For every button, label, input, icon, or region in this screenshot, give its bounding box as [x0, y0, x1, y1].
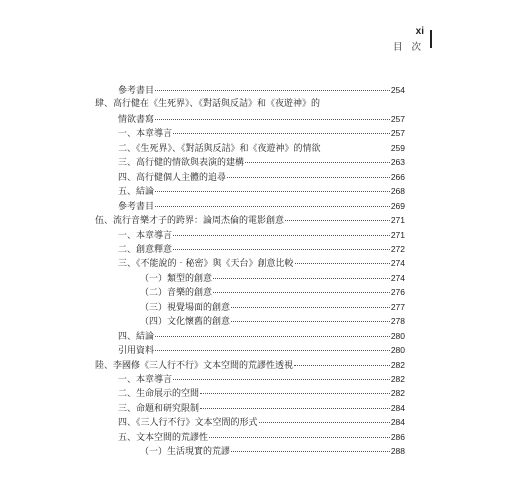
toc-entry-page: 257 [390, 113, 405, 124]
toc-entry-page: 257 [390, 128, 405, 139]
toc-leader-dots [155, 119, 390, 120]
toc-entry-title: （三）視覺場面的創意 [140, 302, 231, 313]
toc-entry-title: 三、高行健的情欲與表演的建構 [118, 158, 245, 169]
toc-entry-page: 277 [390, 301, 405, 312]
toc-entry-title: 引用資料 [118, 346, 155, 357]
toc-leader-dots [295, 263, 390, 264]
toc-leader-dots [231, 451, 390, 452]
toc-entry [118, 127, 405, 140]
toc-entry [118, 402, 405, 415]
toc-leader-dots [259, 422, 390, 423]
toc-entry-title: 四、高行健個人主體的追尋 [118, 172, 227, 183]
toc-entry-page: 284 [390, 417, 405, 428]
toc-entry-page: 272 [390, 243, 405, 254]
toc-entry [140, 272, 405, 285]
toc-entry [140, 286, 405, 299]
toc-entry-page: 271 [390, 229, 405, 240]
toc-entry [140, 315, 405, 328]
header-rule [430, 30, 432, 48]
toc-leader-dots [245, 162, 390, 163]
toc-leader-dots [155, 336, 390, 337]
toc-entry-page: 284 [390, 402, 405, 413]
toc-leader-dots [155, 206, 390, 207]
toc-entry-title: 伍、流行音樂才子的跨界：論周杰倫的電影創意 [95, 216, 285, 227]
toc-entry [118, 416, 405, 429]
toc-entry [140, 301, 405, 314]
toc-leader-dots [200, 393, 390, 394]
toc-leader-dots [213, 278, 390, 279]
toc-leader-dots [213, 292, 390, 293]
toc-entry [118, 373, 405, 386]
toc-entry [118, 257, 405, 270]
toc-entry-page: 278 [390, 316, 405, 327]
toc-leader-dots [173, 379, 390, 380]
toc-leader-dots [173, 133, 390, 134]
toc-entry [118, 344, 405, 357]
toc-leader-dots [294, 365, 390, 366]
toc-entry [118, 243, 405, 256]
toc-entry-title: （四）文化懷舊的創意 [140, 317, 231, 328]
toc-entry [95, 98, 326, 110]
toc-entry [118, 200, 405, 213]
toc-entry-title: 陸、李國修《三人行不行》文本空間的荒謬性透視 [95, 360, 294, 371]
toc-entry-page: 288 [390, 446, 405, 457]
toc-leader-dots [173, 249, 390, 250]
toc-entry-title: 三、《不能說的‧秘密》與《天台》創意比較 [118, 259, 294, 270]
toc-entry-title: （二）音樂的創意 [140, 288, 213, 299]
page-header [393, 24, 424, 56]
toc-leader-dots [155, 191, 390, 192]
toc-entry-page: 286 [390, 431, 405, 442]
toc-entry [118, 431, 405, 444]
toc-entry-page: 280 [390, 345, 405, 356]
toc-entry [118, 330, 405, 343]
toc-entry-title: 四、結論 [118, 331, 155, 342]
toc-entry-page: 276 [390, 287, 405, 298]
toc-entry [118, 185, 405, 198]
toc-entry-title: 一、本章導言 [118, 230, 173, 241]
toc-leader-dots [209, 437, 390, 438]
toc-entry-title: （一）生活現實的荒謬 [140, 447, 231, 458]
toc-entry-page: 271 [390, 215, 405, 226]
toc-entry-title: 參考書目 [118, 201, 155, 212]
toc-leader-dots [173, 235, 390, 236]
toc-entry-title: 一、本章導言 [118, 129, 173, 140]
toc-entry [140, 445, 405, 458]
toc-entry-title: 肆、高行健在《生死界》、《對話與反詰》和《夜遊神》的 [95, 99, 321, 110]
toc-entry-page: 274 [390, 272, 405, 283]
toc-leader-dots [155, 90, 390, 91]
toc-entry-page: 268 [390, 186, 405, 197]
toc-entry-title: 二、創意釋意 [118, 244, 173, 255]
toc-entry [95, 359, 405, 372]
toc-entry-title: 五、結論 [118, 187, 155, 198]
toc-entry-title: 一、本章導言 [118, 375, 173, 385]
toc-entry-page: 282 [390, 359, 405, 370]
toc-entry-page: 254 [390, 85, 405, 95]
toc-entry [118, 156, 405, 169]
toc-entry-page: 263 [390, 157, 405, 168]
toc-entry-title: 二、生命展示的空間 [118, 389, 200, 400]
toc-entry [118, 84, 405, 97]
toc-entry-title: 參考書目 [118, 86, 155, 96]
toc-entry-title: 情欲書寫 [118, 114, 155, 125]
toc-leader-dots [231, 307, 390, 308]
toc-entry [118, 387, 405, 400]
toc-entry-page: 282 [390, 374, 405, 384]
toc-entry [118, 229, 405, 242]
toc-leader-dots [285, 220, 390, 221]
toc-entry-title: 二、《生死界》、《對話與反詰》和《夜遊神》的情欲 [118, 143, 321, 154]
toc-leader-dots [227, 177, 390, 178]
toc-leader-dots [231, 321, 390, 322]
toc-entry-page: 274 [390, 258, 405, 269]
toc-entry-page: 280 [390, 330, 405, 341]
toc-entry [118, 171, 405, 184]
toc-entry [118, 142, 405, 155]
toc-entry-page: 282 [390, 388, 405, 399]
page-number: xi [415, 26, 424, 37]
section-title: 目 次 [392, 42, 424, 53]
toc-entry [118, 113, 405, 126]
toc-entry [95, 214, 405, 227]
toc-leader-dots [200, 408, 390, 409]
toc-entry-title: （一）類型的創意 [140, 273, 213, 284]
toc-entry-title: 五、文本空間的荒謬性 [118, 432, 209, 443]
toc-entry-title: 四、《三人行不行》文本空間的形式 [118, 418, 258, 429]
toc-entry-page: 266 [390, 171, 405, 182]
toc-entry-title: 三、命題和研究限制 [118, 403, 200, 414]
toc-leader-dots [155, 350, 390, 351]
toc-entry-page: 269 [390, 200, 405, 211]
toc-entry-page: 259 [390, 142, 405, 153]
